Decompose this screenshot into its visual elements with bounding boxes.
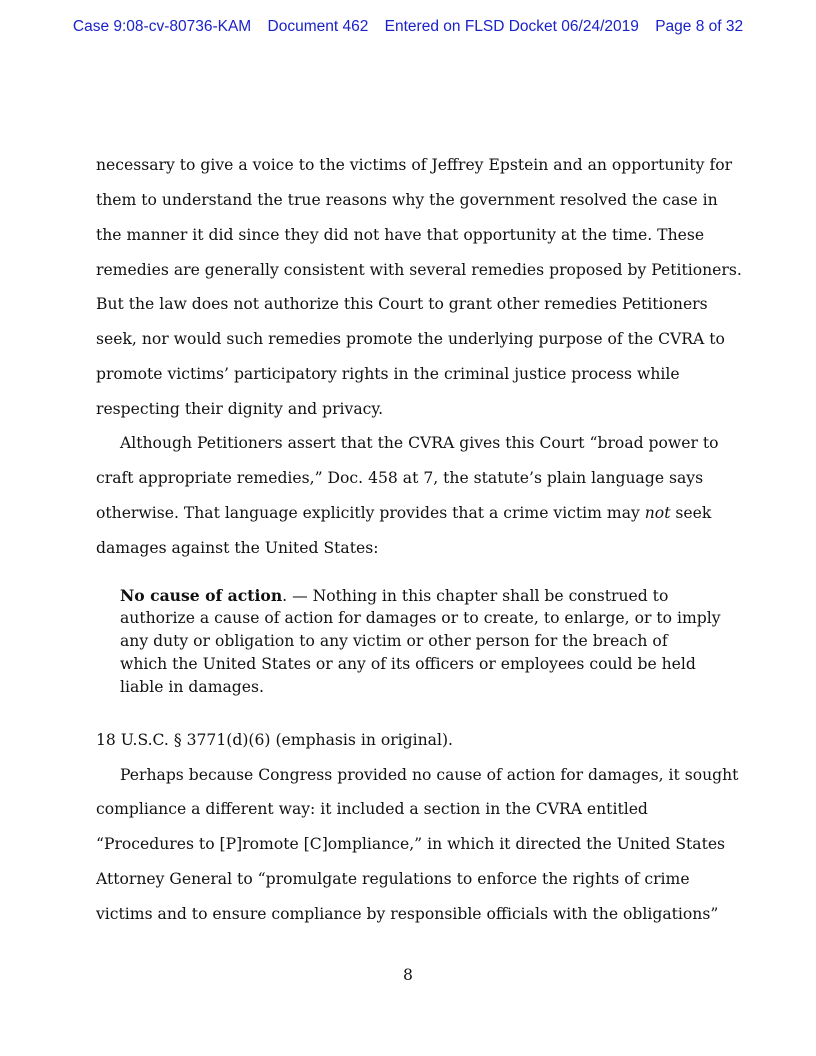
paragraph-3-line: victims and to ensure compliance by responsible officials with the obligations” <box>96 905 719 923</box>
paragraph-1-line: But the law does not authorize this Court to grant other remedies Petitioners <box>96 295 708 313</box>
emphasis-not: not <box>644 504 671 522</box>
block-quote <box>120 584 721 699</box>
paragraph-3-line: compliance a different way: it included a section in the CVRA entitled <box>96 800 648 818</box>
text-run: . — Nothing in this chapter shall be construed to <box>282 587 669 605</box>
statute-citation: 18 U.S.C. § 3771(d)(6) (emphasis in original). <box>96 731 453 749</box>
page-number: 8 <box>403 966 413 984</box>
paragraph-2-line <box>96 504 711 522</box>
paragraph-3-line: “Procedures to [P]romote [C]ompliance,” in which it directed the United States <box>96 835 726 853</box>
paragraph-1-line: remedies are generally consistent with several remedies proposed by Petitioners. <box>96 261 742 279</box>
block-quote-line: authorize a cause of action for damages or to create, to enlarge, or to imply <box>120 609 721 627</box>
block-quote-line: which the United States or any of its officers or employees could be held <box>120 655 696 673</box>
case-number: Case 9:08-cv-80736-KAM <box>72 18 252 35</box>
paragraph-1-line: them to understand the true reasons why the government resolved the case in <box>96 191 718 209</box>
paragraph-1-line: promote victims’ participatory rights in the criminal justice process while <box>96 365 680 383</box>
paragraph-1-line: necessary to give a voice to the victims of Jeffrey Epstein and an opportunity for <box>96 156 733 174</box>
paragraph-1-line: seek, nor would such remedies promote the underlying purpose of the CVRA to <box>96 330 725 348</box>
paragraph-2-line: Although Petitioners assert that the CVRA gives this Court “broad power to <box>120 434 719 452</box>
docket-entry: Entered on FLSD Docket 06/24/2019 <box>384 18 639 35</box>
paragraph-1-line: the manner it did since they did not have that opportunity at the time. These <box>96 226 705 244</box>
paragraph-3-line: Attorney General to “promulgate regulations to enforce the rights of crime <box>96 870 690 888</box>
document-number: Document 462 <box>267 18 369 35</box>
text-run: otherwise. That language explicitly provides that a crime victim may <box>96 504 645 522</box>
paragraph-2-line: damages against the United States: <box>96 539 379 557</box>
text-run: seek <box>670 504 712 522</box>
paragraph-3-line: Perhaps because Congress provided no cause of action for damages, it sought <box>120 766 739 784</box>
block-quote-heading: No cause of action <box>120 586 283 605</box>
block-quote-line <box>120 584 700 607</box>
block-quote-line: liable in damages. <box>120 678 264 696</box>
block-quote-line: any duty or obligation to any victim or other person for the breach of <box>120 632 668 650</box>
docket-header <box>0 18 816 36</box>
paragraph-1-line: respecting their dignity and privacy. <box>96 400 384 418</box>
page-count: Page 8 of 32 <box>655 18 744 35</box>
paragraph-2-line: craft appropriate remedies,” Doc. 458 at 7, the statute’s plain language says <box>96 469 704 487</box>
